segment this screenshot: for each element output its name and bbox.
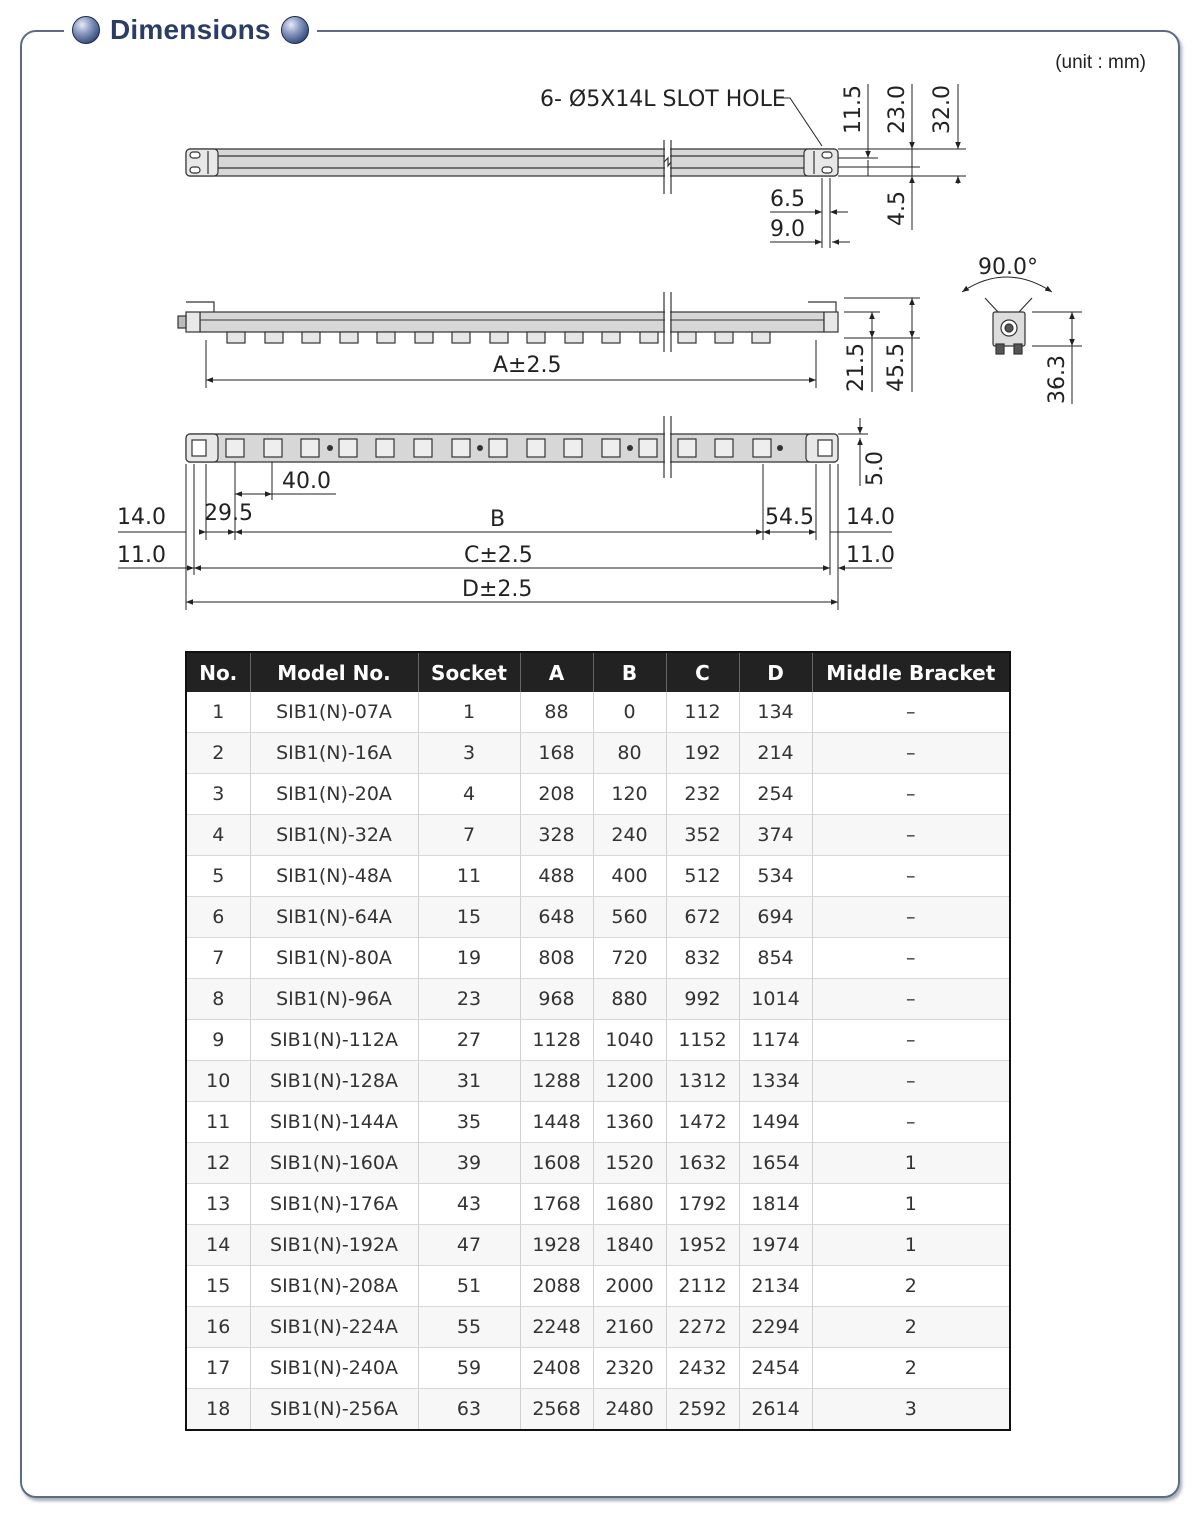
table-row [186, 856, 1010, 897]
cell-c: 512 [666, 856, 739, 897]
dim-14-0-left: 14.0 [117, 505, 166, 530]
cell-b: 880 [593, 979, 666, 1020]
dim-9-0: 9.0 [770, 217, 805, 242]
cell-a: 328 [520, 815, 593, 856]
cell-no: 2 [186, 733, 250, 774]
cell-middle-bracket: – [812, 979, 1010, 1020]
cell-socket: 63 [418, 1389, 520, 1431]
table-row [186, 774, 1010, 815]
cell-d: 1654 [739, 1143, 812, 1184]
cell-a: 88 [520, 692, 593, 733]
cell-no: 16 [186, 1307, 250, 1348]
cell-model: SIB1(N)-48A [250, 856, 418, 897]
cell-c: 112 [666, 692, 739, 733]
cell-middle-bracket: – [812, 897, 1010, 938]
cell-no: 3 [186, 774, 250, 815]
cell-b: 0 [593, 692, 666, 733]
cell-b: 1200 [593, 1061, 666, 1102]
table-row [186, 1020, 1010, 1061]
cell-b: 2320 [593, 1348, 666, 1389]
cell-c: 1472 [666, 1102, 739, 1143]
cell-socket: 39 [418, 1143, 520, 1184]
dim-23-0: 23.0 [885, 85, 910, 134]
cell-c: 1952 [666, 1225, 739, 1266]
dim-32-0: 32.0 [930, 85, 955, 134]
cell-socket: 51 [418, 1266, 520, 1307]
cell-c: 1792 [666, 1184, 739, 1225]
cell-model: SIB1(N)-176A [250, 1184, 418, 1225]
cell-socket: 19 [418, 938, 520, 979]
col-header-no: No. [186, 652, 250, 692]
cell-model: SIB1(N)-32A [250, 815, 418, 856]
cell-model: SIB1(N)-224A [250, 1307, 418, 1348]
table-row [186, 1143, 1010, 1184]
cell-c: 352 [666, 815, 739, 856]
cell-a: 1128 [520, 1020, 593, 1061]
cell-a: 208 [520, 774, 593, 815]
dim-36-3: 36.3 [1045, 355, 1070, 404]
cell-model: SIB1(N)-96A [250, 979, 418, 1020]
cell-no: 4 [186, 815, 250, 856]
cell-no: 6 [186, 897, 250, 938]
dimension-drawing [0, 0, 1200, 640]
table-row [186, 979, 1010, 1020]
cell-no: 10 [186, 1061, 250, 1102]
cell-a: 168 [520, 733, 593, 774]
cell-model: SIB1(N)-256A [250, 1389, 418, 1431]
cell-a: 2248 [520, 1307, 593, 1348]
cell-c: 2272 [666, 1307, 739, 1348]
cell-middle-bracket: 2 [812, 1266, 1010, 1307]
cell-d: 1974 [739, 1225, 812, 1266]
cell-socket: 31 [418, 1061, 520, 1102]
model-spec-table [185, 651, 1011, 1431]
top-view [186, 140, 838, 194]
cell-d: 1174 [739, 1020, 812, 1061]
table-row [186, 1184, 1010, 1225]
col-header-a: A [520, 652, 593, 692]
section-title: Dimensions [110, 14, 271, 45]
cell-socket: 3 [418, 733, 520, 774]
cell-middle-bracket: 1 [812, 1225, 1010, 1266]
cell-d: 534 [739, 856, 812, 897]
dim-11-0-left: 11.0 [117, 543, 166, 568]
table-row [186, 1225, 1010, 1266]
cell-b: 120 [593, 774, 666, 815]
cell-b: 2000 [593, 1266, 666, 1307]
cell-b: 400 [593, 856, 666, 897]
angle-90: 90.0° [978, 255, 1038, 280]
cell-no: 13 [186, 1184, 250, 1225]
cell-c: 2592 [666, 1389, 739, 1431]
cell-socket: 59 [418, 1348, 520, 1389]
cell-d: 374 [739, 815, 812, 856]
dim-4-5: 4.5 [885, 191, 910, 226]
table-row [186, 733, 1010, 774]
dim-6-5: 6.5 [770, 187, 805, 212]
cell-c: 672 [666, 897, 739, 938]
table-row [186, 1389, 1010, 1431]
cell-a: 2408 [520, 1348, 593, 1389]
cell-middle-bracket: – [812, 856, 1010, 897]
dim-29-5: 29.5 [204, 501, 253, 526]
cell-model: SIB1(N)-80A [250, 938, 418, 979]
dim-b: B [490, 507, 506, 532]
cell-c: 2432 [666, 1348, 739, 1389]
dim-c: C±2.5 [464, 543, 533, 568]
cell-middle-bracket: – [812, 774, 1010, 815]
cell-c: 992 [666, 979, 739, 1020]
cell-b: 1840 [593, 1225, 666, 1266]
cell-model: SIB1(N)-112A [250, 1020, 418, 1061]
cell-socket: 11 [418, 856, 520, 897]
cell-socket: 1 [418, 692, 520, 733]
cell-no: 5 [186, 856, 250, 897]
cell-a: 488 [520, 856, 593, 897]
cell-a: 2088 [520, 1266, 593, 1307]
cell-a: 648 [520, 897, 593, 938]
cell-b: 2480 [593, 1389, 666, 1431]
cell-socket: 7 [418, 815, 520, 856]
cell-socket: 47 [418, 1225, 520, 1266]
cell-a: 808 [520, 938, 593, 979]
cell-middle-bracket: 1 [812, 1184, 1010, 1225]
cell-middle-bracket: – [812, 1061, 1010, 1102]
cell-b: 1520 [593, 1143, 666, 1184]
cell-d: 854 [739, 938, 812, 979]
col-header-d: D [739, 652, 812, 692]
cell-d: 214 [739, 733, 812, 774]
cell-b: 240 [593, 815, 666, 856]
dim-5-0: 5.0 [863, 451, 888, 486]
table-row [186, 897, 1010, 938]
cell-middle-bracket: – [812, 733, 1010, 774]
dim-21-5: 21.5 [844, 343, 869, 392]
cell-a: 1608 [520, 1143, 593, 1184]
cell-d: 694 [739, 897, 812, 938]
cell-no: 14 [186, 1225, 250, 1266]
cell-no: 12 [186, 1143, 250, 1184]
cell-d: 2134 [739, 1266, 812, 1307]
table-row [186, 1266, 1010, 1307]
cell-model: SIB1(N)-208A [250, 1266, 418, 1307]
cell-middle-bracket: – [812, 938, 1010, 979]
slot-hole-label: 6- Ø5X14L SLOT HOLE [540, 87, 786, 112]
cell-no: 9 [186, 1020, 250, 1061]
cell-model: SIB1(N)-144A [250, 1102, 418, 1143]
col-header-socket: Socket [418, 652, 520, 692]
dim-54-5: 54.5 [765, 505, 814, 530]
cell-c: 232 [666, 774, 739, 815]
cell-model: SIB1(N)-160A [250, 1143, 418, 1184]
cell-middle-bracket: 1 [812, 1143, 1010, 1184]
col-header-c: C [666, 652, 739, 692]
cell-d: 254 [739, 774, 812, 815]
dim-11-0-right: 11.0 [846, 543, 895, 568]
cell-a: 2568 [520, 1389, 593, 1431]
cell-b: 1680 [593, 1184, 666, 1225]
cell-c: 1152 [666, 1020, 739, 1061]
cell-a: 968 [520, 979, 593, 1020]
col-header-middle-bracket: Middle Bracket [812, 652, 1010, 692]
cell-d: 1814 [739, 1184, 812, 1225]
cell-b: 720 [593, 938, 666, 979]
cell-d: 1014 [739, 979, 812, 1020]
cell-socket: 23 [418, 979, 520, 1020]
cell-no: 1 [186, 692, 250, 733]
cell-middle-bracket: 3 [812, 1389, 1010, 1431]
dim-45-5: 45.5 [884, 343, 909, 392]
cell-middle-bracket: 2 [812, 1348, 1010, 1389]
cell-d: 1494 [739, 1102, 812, 1143]
cell-model: SIB1(N)-192A [250, 1225, 418, 1266]
cell-d: 2614 [739, 1389, 812, 1431]
cell-middle-bracket: – [812, 815, 1010, 856]
dim-a: A±2.5 [493, 353, 562, 378]
col-header-model: Model No. [250, 652, 418, 692]
cell-socket: 27 [418, 1020, 520, 1061]
cell-d: 2454 [739, 1348, 812, 1389]
dim-14-0-right: 14.0 [846, 505, 895, 530]
cell-model: SIB1(N)-07A [250, 692, 418, 733]
cell-b: 560 [593, 897, 666, 938]
cell-no: 18 [186, 1389, 250, 1431]
dim-d: D±2.5 [462, 577, 533, 602]
cell-model: SIB1(N)-64A [250, 897, 418, 938]
cell-a: 1768 [520, 1184, 593, 1225]
cell-no: 7 [186, 938, 250, 979]
cell-no: 8 [186, 979, 250, 1020]
cell-socket: 43 [418, 1184, 520, 1225]
cell-b: 1040 [593, 1020, 666, 1061]
end-view [962, 277, 1052, 354]
cell-d: 134 [739, 692, 812, 733]
cell-middle-bracket: – [812, 1020, 1010, 1061]
cell-middle-bracket: – [812, 692, 1010, 733]
cell-no: 15 [186, 1266, 250, 1307]
cell-d: 1334 [739, 1061, 812, 1102]
cell-c: 832 [666, 938, 739, 979]
table-body [186, 692, 1010, 1430]
table-row [186, 938, 1010, 979]
cell-b: 1360 [593, 1102, 666, 1143]
cell-socket: 55 [418, 1307, 520, 1348]
table-row [186, 1307, 1010, 1348]
table-header-row [186, 652, 1010, 692]
cell-no: 17 [186, 1348, 250, 1389]
cell-model: SIB1(N)-16A [250, 733, 418, 774]
table-row [186, 1102, 1010, 1143]
table-row [186, 1348, 1010, 1389]
cell-c: 1312 [666, 1061, 739, 1102]
cell-no: 11 [186, 1102, 250, 1143]
col-header-b: B [593, 652, 666, 692]
cell-b: 2160 [593, 1307, 666, 1348]
cell-model: SIB1(N)-128A [250, 1061, 418, 1102]
cell-b: 80 [593, 733, 666, 774]
cell-c: 2112 [666, 1266, 739, 1307]
cell-model: SIB1(N)-20A [250, 774, 418, 815]
cell-middle-bracket: 2 [812, 1307, 1010, 1348]
cell-a: 1928 [520, 1225, 593, 1266]
side-view [178, 292, 838, 352]
dim-11-5: 11.5 [841, 85, 866, 134]
cell-socket: 15 [418, 897, 520, 938]
table-row [186, 692, 1010, 733]
dim-40-0: 40.0 [282, 469, 331, 494]
cell-model: SIB1(N)-240A [250, 1348, 418, 1389]
cell-c: 1632 [666, 1143, 739, 1184]
table-row [186, 1061, 1010, 1102]
cell-socket: 4 [418, 774, 520, 815]
cell-a: 1288 [520, 1061, 593, 1102]
cell-d: 2294 [739, 1307, 812, 1348]
cell-a: 1448 [520, 1102, 593, 1143]
table-row [186, 815, 1010, 856]
cell-middle-bracket: – [812, 1102, 1010, 1143]
cell-c: 192 [666, 733, 739, 774]
unit-note: (unit : mm) [1055, 52, 1146, 73]
cell-socket: 35 [418, 1102, 520, 1143]
